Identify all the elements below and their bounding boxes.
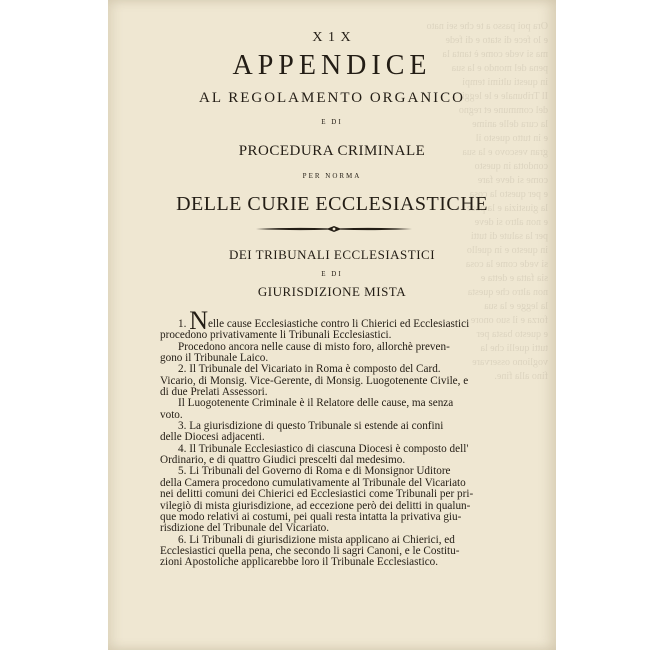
- line-text: zioni Apostoliche applicarebbe loro il Tribunale Ecclesiastico.: [160, 556, 439, 569]
- book-page: [108, 0, 556, 650]
- line-text: Vicario, di Monsig. Vice-Gerente, di Monsig. Luogotenente Civile, e: [160, 374, 469, 387]
- line-text: 5. Li Tribunali del Governo di Roma e di Monsignor Uditore: [178, 465, 451, 478]
- line-text: nei delitti comuni dei Chierici ed Ecclesiastici come Tribunali per pri-: [160, 488, 474, 501]
- line-text: 2. Il Tribunale del Vicariato in Roma è composto del Card.: [178, 363, 441, 376]
- text-line: [160, 557, 512, 568]
- line-text: Ordinario, e di quattro Giudici prescelti dal medesimo.: [160, 454, 406, 467]
- line-text: voto.: [160, 408, 183, 421]
- line-text: di due Prelati Assessori.: [160, 386, 268, 399]
- line-text: elle cause Ecclesiastiche contro li Chierici ed Ecclesiastici: [207, 318, 470, 330]
- conjunction-per-norma: PER NORMA: [302, 172, 362, 180]
- section-heading: DEI TRIBUNALI ECCLESIASTICI: [228, 247, 436, 262]
- section-conjunction: E DI: [321, 270, 343, 278]
- subtitle-regolamento: AL REGOLAMENTO ORGANICO: [199, 90, 465, 106]
- drop-capital: N: [189, 306, 208, 335]
- line-text: que modo relativi ai costumi, pei quali resta intatta la privativa giu-: [160, 510, 462, 523]
- line-text: Il Luogotenente Criminale è il Relatore delle cause, ma senza: [178, 397, 454, 410]
- line-text: vilegiò di mista giurisdizione, ad eccezione però dei delitti in qualun-: [160, 499, 471, 512]
- line-text: 3. La giurisdizione di questo Tribunale si estende ai confini: [178, 420, 444, 433]
- line-text: della Camera procedono cumulativamente al Tribunale del Vicariato: [160, 476, 466, 489]
- paragraph-number: 1.: [178, 318, 190, 330]
- text-line: [160, 306, 512, 335]
- line-text: 6. Li Tribunali di giurisdizione mista applicano ai Chierici, ed: [178, 533, 455, 546]
- ornamental-rule: [254, 225, 414, 233]
- show-through-text: Ora poi passo a te che sei nato e lo fece di stato e di fede ma si vede come è tanta la pena del mondo e la sua in questi ultimi tempi Il Tribunale e le leggi del commune et regno la cura delle anime e in tutto questo il gran vescovo e la sua condotta in questo come si deve fare e per questo la cosa la giustizia e la pace e non altro si deve per la salute di tutti in questo e in quello si vede come la cosa sia fatta e detta e non altro che questa la legge e la sua forza e il suo onore e questo basta per tutti quelli che la vogliono osservare fino alla fine.: [426, 21, 548, 382]
- line-text: 4. Il Tribunale Ecclesiastico di ciascuna Diocesi è composto dell': [178, 442, 469, 455]
- subtitle-curie: DELLE CURIE ECCLESIASTICHE: [176, 193, 488, 215]
- line-text: procedono privativamente li Tribunali Ecclesiastici.: [160, 329, 392, 342]
- line-text: Procedono ancora nelle cause di misto foro, allorchè preven-: [178, 340, 450, 353]
- line-text: delle Diocesi adjacenti.: [160, 431, 265, 444]
- text-line: [160, 398, 512, 409]
- line-text: risdizione del Tribunale del Vicariato.: [160, 522, 330, 535]
- section-subheading: GIURISDIZIONE MISTA: [257, 284, 407, 299]
- page-number: X 1 X: [312, 30, 352, 45]
- line-text: Ecclesiastici quella pena, che secondo li sagri Canoni, e le Costitu-: [160, 544, 460, 557]
- body-text: [160, 306, 512, 569]
- main-title: APPENDICE: [232, 50, 432, 81]
- conjunction-e-di: E DI: [321, 118, 343, 126]
- line-text: gono il Tribunale Laico.: [160, 352, 269, 365]
- subtitle-procedura: PROCEDURA CRIMINALE: [238, 143, 426, 159]
